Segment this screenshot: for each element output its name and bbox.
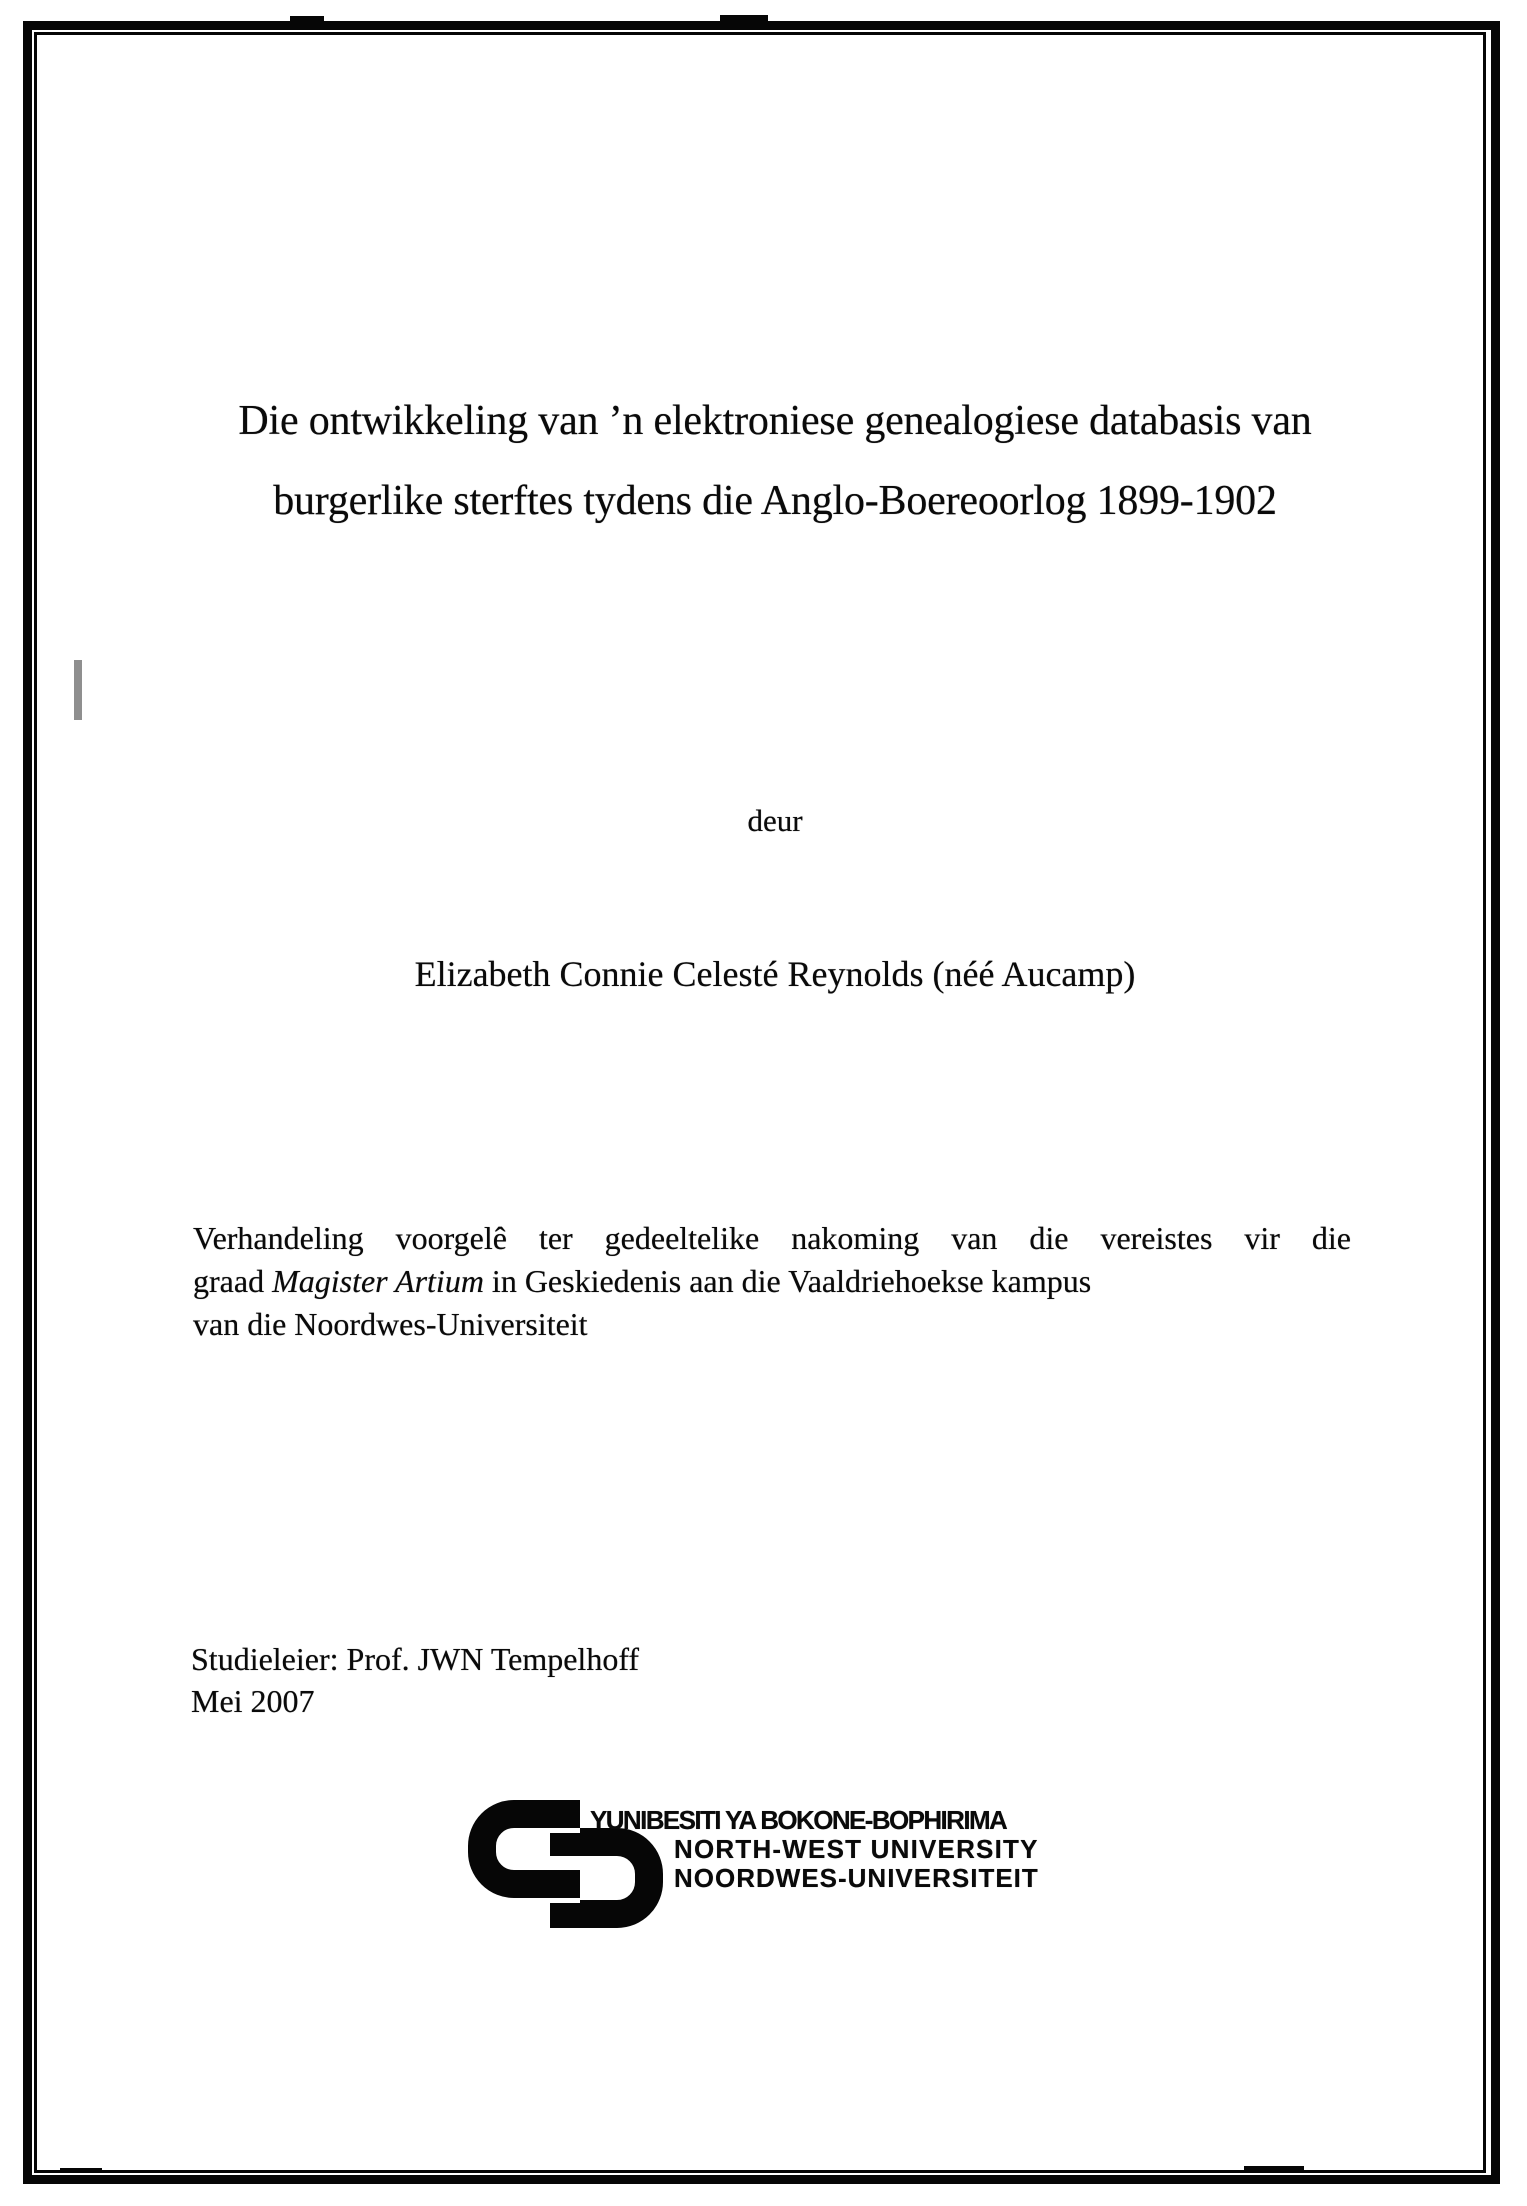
scan-artifact (60, 2168, 102, 2172)
thesis-title-line2: burgerlike sterftes tydens die Anglo-Boereoorlog 1899-1902 (273, 478, 1277, 524)
scan-artifact (74, 660, 82, 720)
description-line3: van die Noordwes-Universiteit (193, 1306, 588, 1342)
thesis-title-line1: Die ontwikkeling van ’n elektroniese genealogiese databasis van (238, 398, 1312, 444)
author-name: Elizabeth Connie Celesté Reynolds (néé Aucamp) (414, 954, 1136, 994)
logo-text-setswana: YUNIBESITI YA BOKONE-BOPHIRIMA (590, 1805, 1007, 1835)
thesis-description (193, 1217, 1351, 1346)
byline-deur: deur (747, 803, 803, 838)
scan-artifact (1244, 2166, 1304, 2170)
supervisor-block (191, 1638, 639, 1722)
date-line: Mei 2007 (191, 1683, 315, 1719)
description-line2-prefix: graad (193, 1263, 273, 1299)
supervisor-line: Studieleier: Prof. JWN Tempelhoff (191, 1641, 640, 1677)
description-degree-name: Magister Artium (272, 1263, 484, 1299)
logo-text-afrikaans: NOORDWES-UNIVERSITEIT (674, 1863, 1039, 1893)
description-line2-suffix: in Geskiedenis aan die Vaaldriehoekse kampus (483, 1263, 1092, 1299)
scan-artifact (720, 15, 768, 22)
scan-artifact (290, 16, 324, 22)
thesis-title (23, 381, 1527, 541)
description-line2 (193, 1260, 1351, 1303)
description-line1: Verhandeling voorgelê ter gedeeltelike nakoming van die vereistes vir die (193, 1220, 1351, 1256)
logo-text-english: NORTH-WEST UNIVERSITY (674, 1834, 1039, 1864)
